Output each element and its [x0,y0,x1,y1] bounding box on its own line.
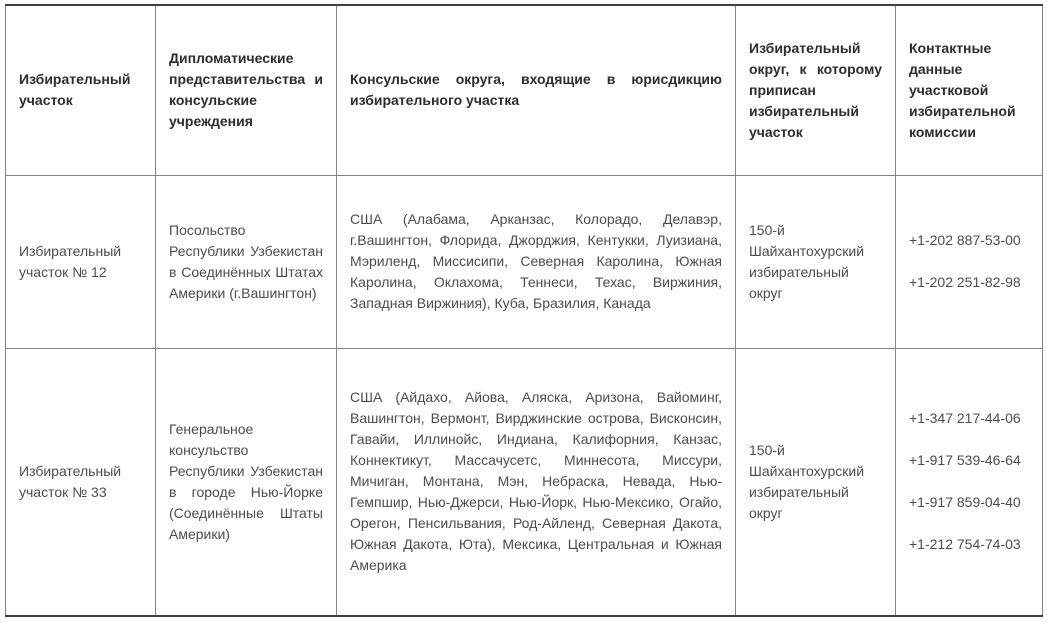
cell-electoral-district: 150-й Шайхантохурский избирательный округ [736,175,896,348]
cell-mission: Генеральное консульство Республики Узбекистан в городе Нью-Йорке (Соединённые Штаты Америки) [156,348,337,616]
phone-number: +1-212 754-74-03 [909,536,1021,553]
cell-electoral-district: 150-й Шайхантохурский избирательный округ [736,348,896,616]
cell-precinct: Избирательный участок № 33 [6,348,156,616]
cell-mission: Посольство Республики Узбекистан в Соединённых Штатах Америки (г.Вашингтон) [156,175,337,348]
header-row [6,5,1043,175]
header-electoral-district: Избирательный округ, к которому приписан избирательный участок [736,5,896,175]
table-row-precinct-12 [6,175,1043,348]
phone-number: +1-917 539-46-64 [909,452,1021,469]
phone-number: +1-202 251-82-98 [909,274,1021,290]
header-missions: Дипломатические представительства и консульские учреждения [156,5,337,175]
table-row-precinct-33 [6,348,1043,616]
header-precinct: Избирательный участок [6,5,156,175]
cell-consular-districts: США (Айдахо, Айова, Аляска, Аризона, Вайоминг, Вашингтон, Вермонт, Вирджинские острова, Висконсин, Гавайи, Иллинойс, Индиана, Калифорния, Канзас, Коннектикут, Массачусетс, Миннесота, Миссури, Мичиган, Монтана, Мэн, Небраска, Невада, Нью-Гемпшир, Нью-Джерси, Нью-Йорк, Нью-Мексико, Огайо, Орегон, Пенсильвания, Род-Айленд, Северная Дакота, Южная Дакота, Юта), Мексика, Центральная и Южная Америка [337,348,736,616]
precincts-table [5,4,1043,617]
header-contacts: Контактные данные участковой избирательной комиссии [896,5,1043,175]
phone-number: +1-202 887-53-00 [909,232,1021,248]
phone-number: +1-917 859-04-40 [909,494,1021,511]
cell-phones [896,175,1043,348]
cell-precinct: Избирательный участок № 12 [6,175,156,348]
header-consular-districts: Консульские округа, входящие в юрисдикцию избирательного участка [337,5,736,175]
cell-consular-districts: США (Алабама, Арканзас, Колорадо, Делавэр, г.Вашингтон, Флорида, Джорджия, Кентукки, Луизиана, Мэриленд, Миссисипи, Северная Каролина, Южная Каролина, Оклахома, Теннеси, Техас, Виржиния, Западная Виржиния), Куба, Бразилия, Канада [337,175,736,348]
cell-phones [896,348,1043,616]
phone-number: +1-347 217-44-06 [909,410,1021,427]
